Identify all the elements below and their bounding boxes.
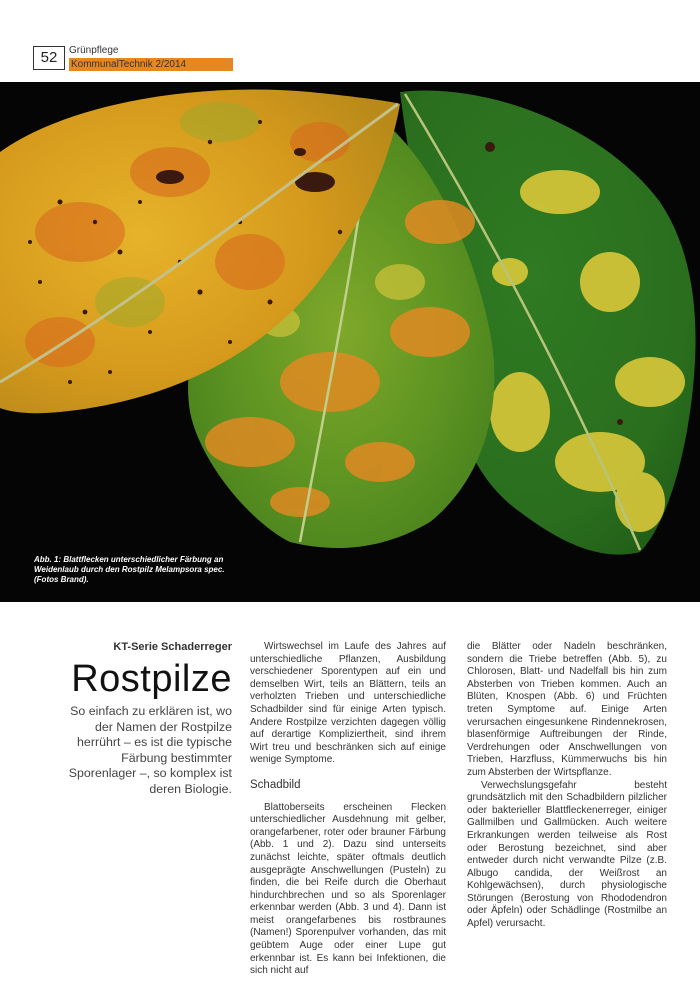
page-number: 52 (33, 46, 65, 70)
body-column-2 (467, 641, 667, 931)
body-paragraph: Wirtswechsel im Laufe des Jahres auf unterschiedliche Pflanzen, Ausbildung verschiedener Sporentypen auf ein und demselben Wirt, teils an Blättern, teils an verholzten Trieben und unterschiedliche Schadbilder sind für einige Arten typisch. Andere Rostpilze verzichten dagegen völlig auf derartige Kompliziertheit, sind ihrem Wirt treu und beschränken sich auf einige wenige Symptome. (250, 641, 446, 766)
article-title: Rostpilze (71, 658, 232, 700)
magazine-issue-bar: KommunalTechnik 2/2014 (69, 58, 233, 71)
subheading: Schadbild (250, 778, 301, 791)
body-paragraph: Verwechslungsgefahr besteht grundsätzlich mit den Schadbildern pilzlicher oder bakterieller Blattfleckenerreger, einiger Gallmilben und Gallmücken. Auch weitere Erkrankungen werden teilweise als Rost oder Berostung bezeichnet, sind aber entweder durch nicht verwandte Pilze (z.B. Albugo candida, der Weißrost an Kohlgewächsen), durch physiologische Störungen (Berostung von Rhododendron oder Äpfeln) oder Schädlinge (Rostmilbe an Apfel) verursacht. (467, 779, 667, 930)
body-column-1 (250, 641, 446, 978)
series-label: KT-Serie Schaderreger (113, 641, 232, 653)
article-lead: So einfach zu erklären ist, wo der Namen der Rostpilze herrührt – es ist die typische Färbung bestimmter Sporenlager –, so komplex ist deren Biologie. (68, 704, 232, 796)
body-paragraph: Blattoberseits erscheinen Flecken unterschiedlicher Ausdehnung mit gelber, orangefarbener, roter oder brauner Färbung (Abb. 1 und 2). Dazu sind unterseits zunächst leichte, später oftmals deutlich ausgeprägte Anschwellungen (Pusteln) zu finden, die bei Reife durch die Oberhaut hindurchbrechen und so als Sporenlager erkennbar werden (Abb. 3 und 4). Dann ist meist orangefarbenes bis rostbraunes (Namen!) Sporenpulver vorhanden, das mit geübtem Auge oder einer Lupe gut erkennbar ist. Es kann bei Infektionen, die sich nicht auf (250, 801, 446, 977)
body-paragraph: die Blätter oder Nadeln beschränken, sondern die Triebe betreffen (Abb. 5), zu Chlorosen, Blatt- und Nadelfall bis hin zum Absterben von Trieben kommen. Auch an Blüten, Knospen (Abb. 6) und Früchten treten Symptome auf. Einige Arten verursachen eingesunkene Rindennekrosen, blasenförmige Auftreibungen der Rinde, Verdrehungen oder Anschwellungen von Trieben, Harzfluss, Kümmerwuchs bis hin zum Absterben der Wirtspflanze. (467, 641, 667, 778)
figure-caption: Abb. 1: Blattflecken unterschiedlicher Färbung an Weidenlaub durch den Rostpilz Melampsora spec. (Fotos Brand). (34, 555, 225, 584)
leaf-photo (0, 82, 700, 602)
section-label: Grünpflege (69, 45, 119, 56)
